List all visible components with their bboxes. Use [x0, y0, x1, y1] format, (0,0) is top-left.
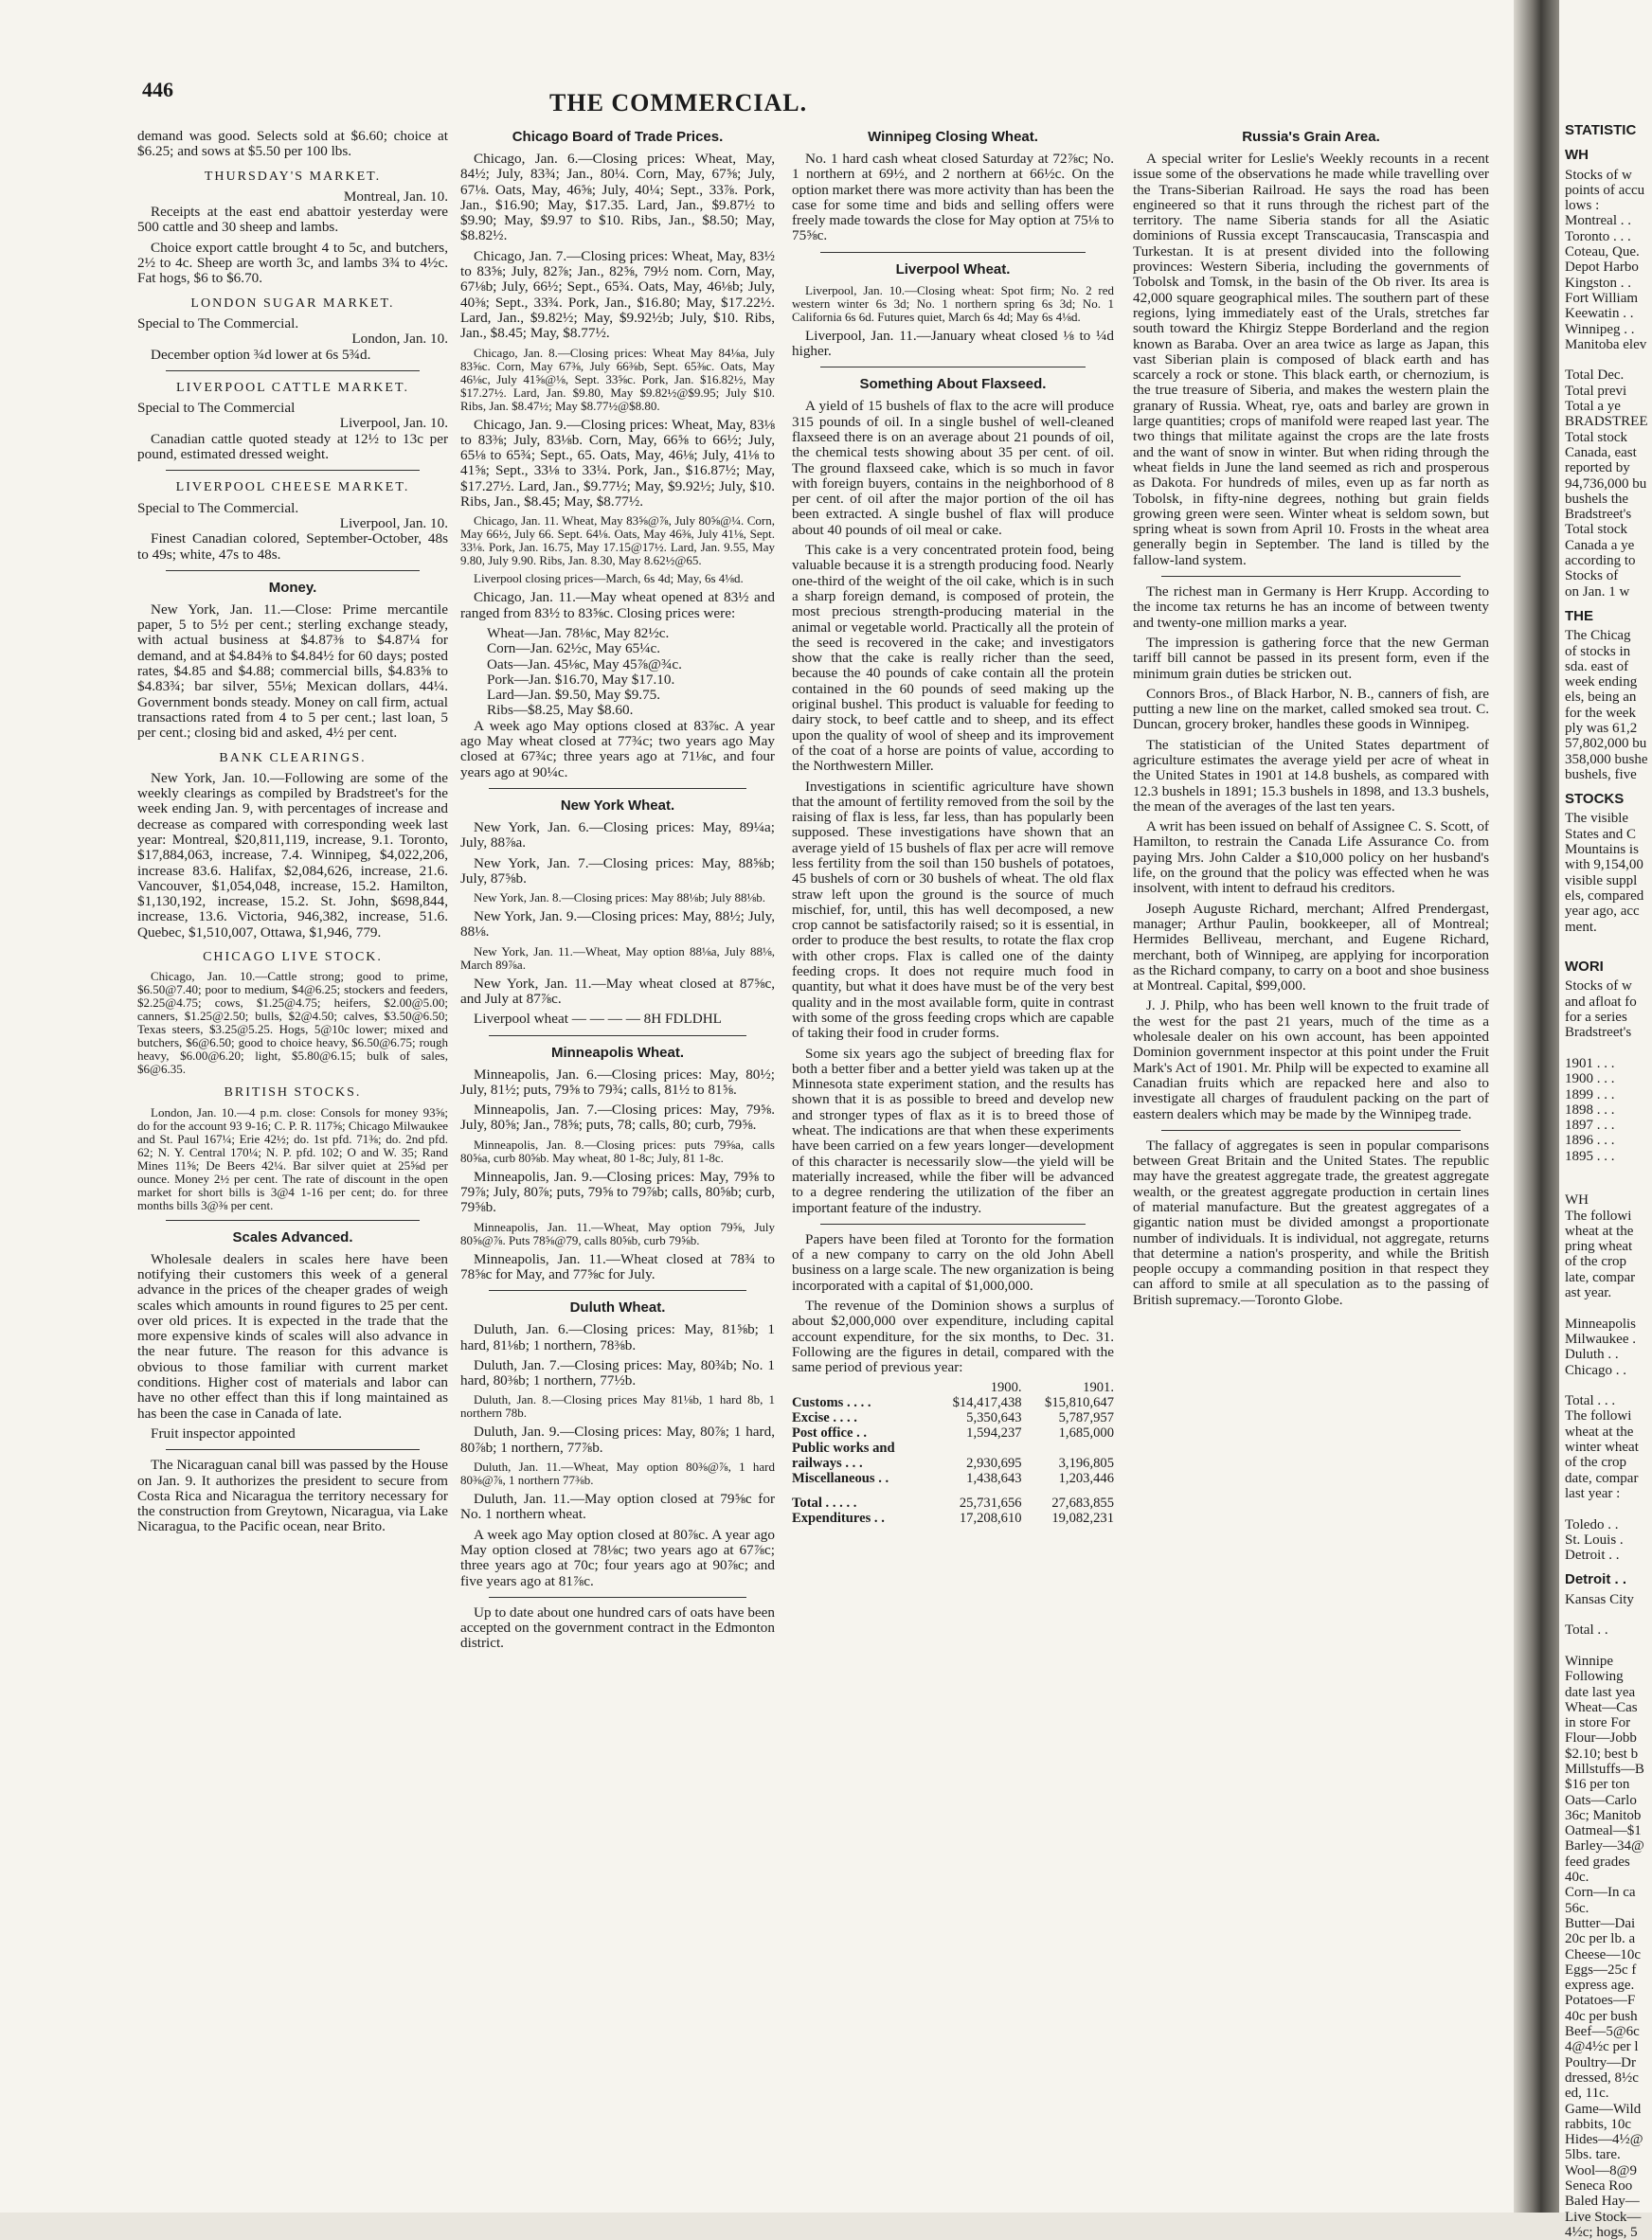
dateline: Montreal, Jan. 10.: [343, 188, 448, 205]
facing-page-line: according to: [1565, 553, 1636, 569]
row-label: Excise . . . .: [792, 1410, 857, 1426]
facing-page-line: Winnipeg . .: [1565, 321, 1635, 337]
table-cell: 1,438,643: [966, 1471, 1022, 1487]
table-cell: [1022, 1441, 1114, 1456]
article-heading: BANK CLEARINGS.: [219, 750, 367, 765]
divider: [166, 470, 420, 471]
price-line: Ribs—$8.25, May $8.60.: [487, 702, 634, 719]
facing-page-line: Manitoba elev: [1565, 336, 1647, 352]
divider: [1161, 576, 1461, 577]
facing-page-line: The visible: [1565, 811, 1629, 827]
table-cell: 1,594,237: [966, 1425, 1022, 1442]
facing-page-line: Montreal . .: [1565, 213, 1631, 229]
facing-page-line: [1565, 1501, 1652, 1516]
facing-page-line: Poultry—Dr: [1565, 2054, 1636, 2070]
facing-page-line: Eggs—25c f: [1565, 1962, 1637, 1978]
facing-page-line: Total previ: [1565, 383, 1627, 399]
facing-page-line: 57,802,000 bu: [1565, 736, 1647, 752]
divider: [166, 1449, 420, 1450]
table-header-row: [792, 1380, 1114, 1395]
article-text: Liverpool, Jan. 10.—Closing wheat: Spot firm; No. 2 red western winter 6s 3d; No. 1 northern spring 6s 3d; No. 1 California 6s 6d. Futures quiet, March 6s 4d; May 6s 4⅛d.: [792, 282, 1114, 324]
facing-page-line: wheat at the: [1565, 1424, 1634, 1440]
article-text: J. J. Philp, who has been well known to the fruit trade of the west for the past 21 years, much of the time as a wholesale dealer on his own account, has been appointed Dominion government inspector at this point under the Fruit Mark's Act of 1901. Mr. Philp will be expected to examine all Canadian fruits which are repacked here and also to investigate all charges of fraudulent packing on the part of eastern dealers which may be made by the Winnipeg trade.: [1133, 997, 1489, 1122]
facing-page-line: ply was 61,2: [1565, 720, 1638, 736]
article-text: Canadian cattle quoted steady at 12½ to 13c per pound, estimated dressed weight.: [137, 430, 448, 463]
table-row: [792, 1486, 1114, 1496]
table-cell: [929, 1486, 1021, 1496]
facing-page-line: Butter—Dai: [1565, 1915, 1636, 1931]
article-text: Duluth, Jan. 11.—May option closed at 79⅝c for No. 1 northern wheat.: [460, 1491, 775, 1523]
table-cell: 5,787,957: [1058, 1410, 1114, 1426]
facing-page-line: 40c.: [1565, 1870, 1589, 1886]
price-line: Oats—Jan. 45⅛c, May 45⅞@¾c.: [487, 655, 682, 672]
table-cell: 19,082,231: [1051, 1511, 1114, 1527]
article-heading: LIVERPOOL CATTLE MARKET.: [176, 380, 409, 395]
article-heading: Chicago Board of Trade Prices.: [512, 129, 724, 145]
article-text: Minneapolis, Jan. 8.—Closing prices: puts 79⅝a, calls 80⅝a, curb 80⅝b. May wheat, 80 1-8c; July, 81 1-8c.: [460, 1137, 775, 1165]
facing-page-line: visible suppl: [1565, 872, 1638, 888]
facing-page-line: Total stock: [1565, 429, 1628, 445]
article-heading: Scales Advanced.: [232, 1228, 353, 1245]
facing-page-line: THE: [1565, 607, 1593, 624]
facing-page-line: Kansas City: [1565, 1591, 1634, 1607]
article-text: Investigations in scientific agriculture have shown that the amount of fertility removed from the soil by the raising of flax is less, far less, than has popularly been supposed. These investigations have shown that an average yield of 15 bushels of flax per acre will remove less fertility from the soil than 150 bushels of potatoes, 45 bushels of corn or 30 bushels of wheat. The old flax straw left upon the ground is the source of much mischief, for, until, this has well decomposed, a new crop cannot be satisfactorily raised; so it is essential, in order to produce the best results, to rotate the flax crop with other crops. Flax is called one of the dainty feeding crops. It does not require much food in quantity, but what it does have must be of the very best quality and in the most available form, quite in contrast with some of the gross feeding crops which are capable of taking their food in cruder forms.: [792, 778, 1114, 1042]
dateline: London, Jan. 10.: [351, 331, 448, 348]
article-text: Duluth, Jan. 6.—Closing prices: May, 81⅝b; 1 hard, 81⅛b; 1 northern, 78⅜b.: [460, 1321, 775, 1353]
article-text: Joseph Auguste Richard, merchant; Alfred Prendergast, manager; Arthur Paulin, bookkeeper, all of Montreal; Hermides Belliveau, merchant, and Eugene Richard, merchant, both of Winnipeg, are applying for incorporation as the Richard company, to carry on a boot and shoe business at Montreal. Capital, $99,000.: [1133, 900, 1489, 995]
facing-page-line: Game—Wild: [1565, 2101, 1642, 2117]
divider: [489, 788, 746, 789]
facing-page-line: Mountains is: [1565, 842, 1639, 858]
facing-page-line: week ending: [1565, 674, 1638, 690]
facing-page-line: Total a ye: [1565, 399, 1621, 415]
row-label: Post office . .: [792, 1425, 868, 1442]
article-heading: Money.: [268, 579, 317, 596]
divider: [166, 570, 420, 571]
article-text: No. 1 hard cash wheat closed Saturday at 72⅞c; No. 1 northern at 69½, and 2 northern at 66½c. On the option market there was more activity than has been the case for some time and bids and selling offers were freely made towards the close for May option at 75⅛ to 75⅝c.: [792, 151, 1114, 244]
article-heading: BRITISH STOCKS.: [224, 1085, 362, 1101]
facing-page-line: Toledo . .: [1565, 1516, 1619, 1532]
facing-page-line: Keewatin . .: [1565, 306, 1634, 322]
special-note: Special to The Commercial.: [137, 499, 299, 516]
article-text: A week ago May options closed at 83⅞c. A year ago May wheat closed at 77¾c; two years ago May closed at 67¾c; three years ago at 71⅛c, and four years ago at 90¼c.: [460, 717, 775, 780]
row-label: Customs . . . .: [792, 1395, 871, 1411]
facing-page-line: 1895 . . .: [1565, 1148, 1615, 1164]
article-text: New York, Jan. 11.—Wheat, May option 88⅛a, July 88⅛, March 89⅞a.: [460, 943, 775, 972]
facing-page-line: 20c per lb. a: [1565, 1931, 1636, 1947]
article-text: A yield of 15 bushels of flax to the acre will produce 315 pounds of oil. In a single bushel of well-cleaned flaxseed there is on an average about 21 pounds of oil, the chemical tests showing about 35 per cent. of oil. The ground flaxseed cake, which is so much in favor with foreign buyers, contains in the neighborhood of 8 per cent. of oil after the major portion of the oil has been extracted. A single bushel of flax will produce about 40 pounds of oil meal or cake.: [792, 398, 1114, 538]
row-label: Total . . . . .: [792, 1496, 857, 1512]
table-cell: 25,731,656: [959, 1496, 1022, 1512]
facing-page-line: on Jan. 1 w: [1565, 583, 1630, 600]
facing-page-line: 1900 . . .: [1565, 1071, 1615, 1087]
price-line: Pork—Jan. $16.70, May $17.10.: [487, 671, 675, 688]
table-row: [792, 1496, 1114, 1511]
facing-page-line: Baled Hay—: [1565, 2194, 1640, 2210]
facing-page-line: Canada a ye: [1565, 537, 1635, 553]
facing-page-line: last year :: [1565, 1485, 1621, 1501]
facing-page-line: Live Stock—: [1565, 2209, 1642, 2225]
article-text: Minneapolis, Jan. 9.—Closing prices: May, 79⅝ to 79⅞; July, 80⅞; puts, 79⅝ to 79⅞b; calls, 80⅝b; curb, 79⅝b.: [460, 1168, 775, 1216]
facing-page-line: [1565, 935, 1652, 950]
facing-page-line: rabbits, 10c: [1565, 2116, 1631, 2132]
facing-page-line: Wool—8@9: [1565, 2162, 1637, 2178]
row-label: Expenditures . .: [792, 1511, 885, 1527]
article-text: Chicago, Jan. 9.—Closing prices: Wheat, May, 83⅛ to 83⅜; July, 83⅛b. Corn, May, 66⅝ to 66½; July, 65⅛ to 65¾; Sept., 65. Oats, May, 46⅛; July, 41⅛ to 41⅝; Sept., 33⅛ to 33¼. Pork, Jan., $16.87½; May, $17.27½. Lard, Jan., $9.77½; May, $9.92½; July, $10. Ribs, Jan., $8.45; May, $8.77½.: [460, 416, 775, 511]
facing-page-line: Depot Harbo: [1565, 260, 1639, 276]
article-text: This cake is a very concentrated protein food, being valuable because it is a strength producing food. Nearly one-third of the weight of the oil cake, which is in such a sharp foreign demand, is composed of protein, the most precious strength-producing material in the animal or vegetable world. Practically all the protein of the seed is recovered in the cake; and investigators show that the cake is really richer than the seed, because the 40 pounds of cake contain all the protein contained in the 60 pounds of seed making up the original bushel. This product is valuable for feeding to dairy stock, to beef cattle and to sheep, and its effect upon the quality of wool of sheep and its improvement of the coat of a horse are points of value, according to the Northwestern Miller.: [792, 542, 1114, 775]
facing-page-line: points of accu: [1565, 182, 1645, 198]
table-row: [792, 1410, 1114, 1425]
article-heading: Duluth Wheat.: [569, 1299, 666, 1317]
facing-page-line: in store For: [1565, 1715, 1631, 1731]
article-text: Liverpool closing prices—March, 6s 4d; May, 6s 4⅛d.: [474, 571, 744, 586]
article-text: London, Jan. 10.—4 p.m. close: Consols for money 93⅝; do for the account 93 9-16; C. P. R. 117⅝; Chicago Milwaukee and St. Paul 167¼; Erie 42½; do. 1st pfd. 71⅜; do. 2nd pfd. 62; N. Y. Central 170¼; N. P. pfd. 102; O and W. 35; Rand Mines 11⅝; De Beers 42¼. Bar silver quiet at 25⅝d per ounce. Money 2½ per cent. The rate of discount in the open market for short bills is 3@4 1-16 per cent; do. for three months bills 3@⅜ per cent.: [137, 1104, 448, 1212]
table-row: [792, 1395, 1114, 1410]
revenue-table: [792, 1380, 1114, 1526]
price-line: Corn—Jan. 62½c, May 65¼c.: [487, 640, 661, 657]
facing-page-line: The followi: [1565, 1208, 1632, 1224]
article-text: New York, Jan. 11.—Close: Prime mercantile paper, 5 to 5½ per cent.; sterling exchange steady, with actual business at $4.87⅜ to $4.87¼ for demand, and at $4.84⅜ to $4.84½ for 60 days; posted rates, $4.85 and $4.88; commercial bills, $4.83⅝ to $4.83¾; bar silver, 55⅛; Mexican dollars, 44¼. Government bonds steady. Money on call firm, actual transactions rated from 4 to 5 per cent.; last loan, 5 per cent.; closing bid and asked, 4½ per cent.: [137, 600, 448, 742]
facing-page-line: reported by: [1565, 460, 1630, 476]
facing-page-line: Detroit . .: [1565, 1548, 1620, 1564]
article-text: Chicago, Jan. 10.—Cattle strong; good to prime, $6.50@7.40; poor to medium, $4@6.25; stockers and feeders, $2.25@4.75; cows, $1.25@4.75; heifers, $2.00@5.00; canners, $1.25@2.50; bulls, $2@4.50; calves, $3.50@6.50; Texas steers, $3.25@5.25. Hogs, 5@10c lower; mixed and butchers, $6@6.50; good to choice heavy, $6.50@6.75; rough heavy, $6.00@6.20; light, $5.80@6.15; bulk of sales, $6@6.35.: [137, 969, 448, 1077]
facing-page-line: Stocks of: [1565, 568, 1619, 584]
facing-page-line: Bradstreet's: [1565, 507, 1632, 523]
column-1: [137, 129, 448, 2194]
facing-page-line: wheat at the: [1565, 1223, 1634, 1239]
facing-page-line: 4@4½c per l: [1565, 2039, 1639, 2055]
special-note: Special to The Commercial: [137, 400, 296, 417]
facing-page-line: ment.: [1565, 919, 1597, 935]
facing-page-line: Oatmeal—$1: [1565, 1823, 1642, 1839]
facing-page-line: Detroit . .: [1565, 1571, 1627, 1588]
article-text: Duluth, Jan. 8.—Closing prices May 81⅛b, 1 hard 8b, 1 northern 78b.: [460, 1392, 775, 1421]
facing-page-line: 358,000 bushe: [1565, 751, 1648, 767]
facing-page-line: of stocks in: [1565, 643, 1631, 659]
facing-page-line: Total . .: [1565, 1622, 1608, 1639]
facing-page-line: Oats—Carlo: [1565, 1792, 1637, 1808]
facing-page-line: STATISTIC: [1565, 122, 1637, 138]
facing-page-line: WORI: [1565, 959, 1604, 976]
facing-page-line: 1896 . . .: [1565, 1133, 1615, 1149]
table-cell: $14,417,438: [952, 1395, 1022, 1411]
facing-page-line: late, compar: [1565, 1269, 1636, 1285]
table-row: [792, 1511, 1114, 1526]
facing-page-line: St. Louis .: [1565, 1532, 1624, 1548]
facing-page-line: [1565, 1639, 1652, 1654]
article-text: The revenue of the Dominion shows a surplus of about $2,000,000 over expenditure, including capital account expenditure, for the six months, to Dec. 31. Following are the figures in detail, compared with the same period of previous year:: [792, 1298, 1114, 1376]
facing-page-line: 1897 . . .: [1565, 1118, 1615, 1134]
article-text: New York, Jan. 11.—May wheat closed at 87⅝c, and July at 87⅞c.: [460, 975, 775, 1007]
masthead: THE COMMERCIAL.: [549, 89, 808, 116]
facing-page-line: els, being an: [1565, 690, 1637, 706]
facing-page-line: and afloat fo: [1565, 994, 1637, 1010]
facing-page-line: lows :: [1565, 198, 1600, 214]
table-cell: [929, 1441, 1021, 1456]
facing-page-line: ed, 11c.: [1565, 2086, 1609, 2102]
article-heading: CHICAGO LIVE STOCK.: [203, 950, 383, 965]
table-cell: $15,810,647: [1045, 1395, 1114, 1411]
facing-page-line: date, compar: [1565, 1470, 1639, 1486]
article-text: Finest Canadian colored, September-October, 48s to 49s; white, 47s to 48s.: [137, 530, 448, 563]
facing-page-line: Total . . .: [1565, 1393, 1616, 1409]
article-text: A week ago May option closed at 80⅞c. A year ago May option closed at 78⅛c; two years ago at 67⅞c; three years ago at 70c; four years ago at 90⅞c; and five years ago at 81⅞c.: [460, 1526, 775, 1589]
facing-page-line: year ago, acc: [1565, 904, 1640, 920]
facing-page-line: Kingston . .: [1565, 275, 1632, 291]
article-text: Minneapolis, Jan. 11.—Wheat closed at 78¾ to 78⅝c for May, and 77⅝c for July.: [460, 1250, 775, 1282]
facing-page-line: pring wheat: [1565, 1239, 1633, 1255]
article-heading: Russia's Grain Area.: [1242, 129, 1380, 145]
article-heading: Liverpool Wheat.: [895, 260, 1011, 278]
column-2: [460, 129, 775, 2194]
article-text: Duluth, Jan. 9.—Closing prices: May, 80⅞; 1 hard, 80⅞b; 1 northern, 77⅞b.: [460, 1424, 775, 1456]
facing-page-line: 4½c; hogs, 5: [1565, 2224, 1638, 2240]
facing-page-line: [1565, 1041, 1652, 1056]
article-text: New York, Jan. 7.—Closing prices: May, 88⅝b; July, 87⅝b.: [460, 854, 775, 887]
facing-page-line: 1898 . . .: [1565, 1102, 1615, 1118]
facing-page-line: of the crop: [1565, 1455, 1626, 1471]
facing-page-line: Bradstreet's: [1565, 1025, 1632, 1041]
article-text: Fruit inspector appointed: [151, 1425, 296, 1442]
facing-page-line: Potatoes—F: [1565, 1993, 1636, 2009]
facing-page-line: 1899 . . .: [1565, 1086, 1615, 1102]
article-heading: LONDON SUGAR MARKET.: [190, 296, 395, 311]
facing-page-line: 1901 . . .: [1565, 1055, 1615, 1071]
article-text: New York, Jan. 10.—Following are some of the weekly clearings as compiled by Bradstreet's for the week ending Jan. 9, with percentages of increase and decrease as compared with corresponding week last year: Montreal, $20,811,119, increase, 9.1. Toronto, $17,884,063, increase, 7.4. Winnipeg, $4,022,206, increase 83.6. Halifax, $2,084,626, increase, 21.6. Vancouver, $1,054,048, increase, 15.2. Hamilton, $1,130,192, increase, 15.2. St. John, $698,844, increase, 13.6. Victoria, 946,382, increase, 51.6. Quebec, $1,510,007, Ottawa, $1,946, 779.: [137, 769, 448, 941]
facing-page-line: Stocks of w: [1565, 167, 1632, 183]
facing-page-line: bushels, five: [1565, 766, 1637, 782]
table-row: [792, 1441, 1114, 1456]
article-text: demand was good. Selects sold at $6.60; choice at $6.25; and sows at $5.50 per 100 lbs.: [137, 128, 448, 160]
facing-page-line: winter wheat: [1565, 1440, 1639, 1456]
facing-page-fragment: [1565, 114, 1652, 2240]
facing-page-line: ast year.: [1565, 1285, 1612, 1301]
facing-page-line: Minneapolis: [1565, 1316, 1636, 1332]
facing-page-line: feed grades: [1565, 1854, 1630, 1870]
facing-page-line: $16 per ton: [1565, 1777, 1630, 1793]
article-text: Chicago, Jan. 6.—Closing prices: Wheat, May, 84½; July, 83¾; Jan., 80¼. Corn, May, 67⅝; July, 67⅛. Oats, May, 46⅝; July, 40¼; Sept., 33⅞. Pork, Jan., $16.90; May, $17.35. Lard, Jan., $9.87½ to $9.90; May, $9.97 to $10. Ribs, Jan., $8.50; May, $8.82½.: [460, 151, 775, 244]
divider: [166, 1220, 420, 1221]
facing-page-line: Corn—In ca: [1565, 1885, 1636, 1901]
article-text: Chicago, Jan. 11.—May wheat opened at 83½ and ranged from 83½ to 83⅝c. Closing prices were:: [460, 589, 775, 621]
article-text: Minneapolis, Jan. 7.—Closing prices: May, 79⅝. July, 80⅝; Jan., 78⅝; puts, 78; calls, 80; curb, 79⅝.: [460, 1102, 775, 1134]
facing-page-line: Following: [1565, 1669, 1624, 1685]
column-header: 1900.: [990, 1380, 1022, 1396]
facing-page-line: [1565, 1300, 1652, 1316]
closing-prices: [460, 626, 775, 719]
divider: [489, 1290, 746, 1291]
facing-page-line: Seneca Roo: [1565, 2178, 1633, 2194]
facing-page-line: Coteau, Que.: [1565, 244, 1640, 260]
article-text: New York, Jan. 9.—Closing prices: May, 88½; July, 88⅛.: [460, 908, 775, 941]
divider: [820, 252, 1086, 253]
facing-page-line: Flour—Jobb: [1565, 1730, 1637, 1747]
article-text: Connors Bros., of Black Harbor, N. B., canners of fish, are putting a new line on the market, called smoked sea trout. C. Duncan, grocery broker, handles these goods in Winnipeg.: [1133, 685, 1489, 733]
special-note: Special to The Commercial.: [137, 314, 299, 332]
article-text: New York, Jan. 6.—Closing prices: May, 89¼a; July, 88⅞a.: [460, 818, 775, 851]
facing-page-line: of the crop: [1565, 1254, 1626, 1270]
article-text: Minneapolis, Jan. 6.—Closing prices: May, 80½; July, 81½; puts, 79⅝ to 79¾; calls, 81½ to 81⅝.: [460, 1066, 775, 1098]
article-text: New York, Jan. 8.—Closing prices: May 88⅛b; July 88⅛b.: [474, 890, 766, 905]
facing-page-line: WH: [1565, 147, 1589, 164]
facing-page-line: dressed, 8½c: [1565, 2070, 1639, 2086]
facing-page-line: els, compared: [1565, 887, 1644, 904]
table-cell: 5,350,643: [966, 1410, 1022, 1426]
table-row: [792, 1471, 1114, 1486]
facing-page-line: 5lbs. tare.: [1565, 2147, 1621, 2163]
column-4: [1133, 129, 1489, 2194]
facing-page-line: Milwaukee .: [1565, 1331, 1636, 1347]
article-heading: Winnipeg Closing Wheat.: [868, 129, 1038, 145]
facing-page-line: Wheat—Cas: [1565, 1699, 1638, 1715]
table-cell: 27,683,855: [1051, 1496, 1114, 1512]
divider: [1161, 1130, 1461, 1131]
article-text: The impression is gathering force that the new German tariff bill cannot be passed in its present form, even if the minimum grain duties be stricken out.: [1133, 634, 1489, 682]
price-line: Lard—Jan. $9.50, May $9.75.: [487, 687, 661, 704]
binding-gutter: [1514, 0, 1559, 2213]
row-label: Public works and: [792, 1441, 895, 1457]
article-text: The Nicaraguan canal bill was passed by the House on Jan. 9. It authorizes the president to secure from Costa Rica and Nicaragua the territory necessary for the construction from Greytown, Nicaragua, via Lake Nicaragua, to the Pacific ocean, near Brito.: [137, 1457, 448, 1535]
facing-page-line: 56c.: [1565, 1900, 1589, 1916]
divider: [166, 370, 420, 371]
article-text: Some six years ago the subject of breeding flax for both a better fiber and a better yield was taken up at the Minnesota state experiment station, and the results has shown that it is as possible to breed and develop new and stronger types of flax as it is to breed those of wheat. The indications are that when these experiments have been carried on a few years longer—development of this character is necessarily slow—the yield will be materially increased, while the fiber will be advanced to a degree rendering the utilization of the fiber an important feature of the industry.: [792, 1045, 1114, 1216]
page-number: 446: [142, 78, 173, 101]
article-heading: Minneapolis Wheat.: [550, 1044, 684, 1061]
facing-page-line: [1565, 352, 1652, 367]
article-text: Papers have been filed at Toronto for the formation of a new company to carry on the old John Abell business on a large scale. The new organization is being incorporated with a capital of $1,000,000.: [792, 1230, 1114, 1294]
facing-page-line: The followi: [1565, 1408, 1632, 1425]
facing-page-line: $2.10; best b: [1565, 1746, 1639, 1762]
table-row: [792, 1456, 1114, 1471]
article-text: Up to date about one hundred cars of oats have been accepted on the government contract in the Edmonton district.: [460, 1604, 775, 1652]
facing-page-line: Barley—34@: [1565, 1838, 1644, 1855]
facing-page-line: States and C: [1565, 826, 1636, 842]
facing-page-line: BRADSTREE: [1565, 414, 1648, 430]
row-label: Miscellaneous . .: [792, 1471, 889, 1487]
article-text: Liverpool wheat — — — — 8H FDLDHL: [474, 1011, 722, 1028]
facing-page-line: Beef—5@6c: [1565, 2024, 1640, 2040]
table-row: [792, 1425, 1114, 1441]
price-line: Wheat—Jan. 78⅛c, May 82½c.: [487, 624, 670, 641]
table-cell: [1022, 1486, 1114, 1496]
facing-page-line: Cheese—10c: [1565, 1946, 1641, 1962]
facing-page-line: for the week: [1565, 705, 1636, 721]
dateline: Liverpool, Jan. 10.: [339, 514, 448, 531]
table-cell: 1,203,446: [1058, 1471, 1114, 1487]
article-text: Wholesale dealers in scales here have been notifying their customers this week of a general advance in the prices of the cheaper grades of weigh scales which amounts in round figures to 25 per cent. over old prices. It is expected in the trade that the more expensive kinds of scales will also advance in the near future. The reason for this advance is obvious to those familiar with current market conditions. Higher cost of materials and labor can have no other effect than this if long maintained as has been the case in Canada of late.: [137, 1250, 448, 1422]
article-text: A special writer for Leslie's Weekly recounts in a recent issue some of the observations he made while travelling over the Trans-Siberian Railroad. He says the road has been engineered so that it runs through the richest part of the territory. The name Siberia stands for all the Asiatic dominions of Russia except Transcaucasia, Transcaspia and Turkestan. It is at present divided into the following provinces: Western Siberia, including the governments of Tobolsk and Tomsk, in the basin of the Ob river. Its area is 42,000 square geographical miles. The southern part of these regions, lying immediately east of the Urals, stretches far south toward the Khirgiz Steppe Borderland and the region known as Baraba. Over an area twice as large as Japan, this vast Siberian plain is composed of black earth and has scarcely a rock or stone. This black earth, or chernozium, is the true treasure of Siberia, and makes the western plain the granary of Russia. Wheat, rye, oats and barley are grown in large quantities; crops of manifold were reaped last year. The two things that militate against the crops are the late frosts and the want of snow in winter. But when riding through the wheat fields in June the land seemed as rich and prosperous as Dakota. For hundreds of miles, even up as far north as Tobolsk, in fifty-nine degrees, nothing but grain fields growing green were seen. Winter wheat is seldom sown, but spring wheat is sown from April 10. Frosts in the wheat area generally begin in September. The land is tilled by the fallow-land system.: [1133, 151, 1489, 568]
divider: [489, 1597, 746, 1598]
table-cell: 2,930,695: [966, 1456, 1022, 1472]
facing-page-line: 40c per bush: [1565, 2008, 1638, 2024]
article-heading: Something About Flaxseed.: [859, 376, 1047, 393]
table-cell: 1,685,000: [1058, 1425, 1114, 1442]
facing-page-line: [1565, 1607, 1652, 1622]
divider: [489, 1035, 746, 1036]
article-text: The richest man in Germany is Herr Krupp. According to the income tax returns he has an income of between twenty and twenty-one million marks a year.: [1133, 583, 1489, 631]
facing-page-line: [1565, 1378, 1652, 1393]
article-text: The fallacy of aggregates is seen in popular comparisons between Great Britain and the United States. The republic may have the greatest aggregate trade, the greatest aggregate wealth, or the greatest aggregate production in certain lines of material manufacture. But the greatest aggregates of a gigantic nation must be divided amongst a proportionate number of individuals. It is individual, not aggregate, returns that determine a nation's prosperity, and while the British people occupy a commanding position in that respect they can afford to smile at all speculation as to the passing of British supremacy.—Toronto Globe.: [1133, 1137, 1489, 1308]
article-heading: THURSDAY'S MARKET.: [204, 169, 382, 184]
row-label: railways . . .: [792, 1456, 863, 1472]
facing-page-line: date last yea: [1565, 1684, 1636, 1700]
facing-page-line: [1565, 1174, 1652, 1189]
facing-page-line: Total Dec.: [1565, 367, 1625, 384]
table-cell: 17,208,610: [959, 1511, 1022, 1527]
facing-page-line: 94,736,000 bu: [1565, 475, 1647, 492]
article-text: December option ¾d lower at 6s 5¾d.: [151, 346, 371, 363]
facing-page-line: Millstuffs—B: [1565, 1761, 1644, 1777]
facing-page-line: Hides—4½@: [1565, 2132, 1643, 2148]
article-text: Choice export cattle brought 4 to 5c, and butchers, 2½ to 4c. Sheep are worth 3c, and lambs 3¾ to 4½c. Fat hogs, $6 to $6.70.: [137, 239, 448, 287]
article-text: A writ has been issued on behalf of Assignee C. S. Scott, of Hamilton, to restrain the Canada Life Assurance Co. from paying Mrs. John Calder a $10,000 policy on her husband's life, on the ground that the policy was effected when he was insolvent, with intent to defraud his creditors.: [1133, 818, 1489, 897]
article-text: Duluth, Jan. 7.—Closing prices: May, 80¾b; No. 1 hard, 80⅜b; 1 northern, 77½b.: [460, 1356, 775, 1389]
article-heading: New York Wheat.: [560, 797, 675, 814]
facing-page-line: Chicago . .: [1565, 1362, 1626, 1378]
facing-page-line: bushels the: [1565, 491, 1629, 507]
article-heading: LIVERPOOL CHEESE MARKET.: [175, 480, 410, 495]
dateline: Liverpool, Jan. 10.: [339, 415, 448, 432]
article-text: Minneapolis, Jan. 11.—Wheat, May option 79⅝, July 80⅝@⅞. Puts 78⅝@79, calls 80⅝b, curb 79⅝b.: [460, 1219, 775, 1247]
facing-page-line: The Chicag: [1565, 628, 1631, 644]
article-text: Duluth, Jan. 11.—Wheat, May option 80⅜@⅞, 1 hard 80⅜@⅞, 1 northern 77⅜b.: [460, 1460, 775, 1488]
facing-page-line: Canada, east: [1565, 444, 1637, 460]
table-cell: 3,196,805: [1058, 1456, 1114, 1472]
facing-page-line: 36c; Manitob: [1565, 1807, 1642, 1823]
article-text: Liverpool, Jan. 11.—January wheat closed ⅛ to ¼d higher.: [792, 327, 1114, 360]
facing-page-line: STOCKS: [1565, 791, 1625, 808]
divider: [820, 1224, 1086, 1225]
facing-page-line: WH: [1565, 1192, 1589, 1209]
row-label: [792, 1486, 929, 1496]
column-header: 1901.: [1083, 1380, 1114, 1396]
column-3: [792, 129, 1114, 2194]
article-text: Chicago, Jan. 7.—Closing prices: Wheat, May, 83½ to 83⅝; July, 82⅞; Jan., 82⅝, 79½ nom. Corn, May, 67⅛b; July, 66½; Sept., 65¾. Oats, May, 46⅛b; July, 40⅜; Sept., 33¾. Pork, Jan., $16.80; May, $17.22½. Lard, Jan., $9.82½; May, $9.92½b; July, $10. Ribs, Jan., $8.45; May, $8.77½.: [460, 247, 775, 342]
facing-page-line: express age.: [1565, 1978, 1635, 1994]
facing-page-line: for a series: [1565, 1010, 1627, 1026]
facing-page-line: Duluth . .: [1565, 1347, 1619, 1363]
facing-page-line: Fort William: [1565, 290, 1639, 306]
facing-page-line: Winnipe: [1565, 1653, 1614, 1669]
facing-page-line: with 9,154,00: [1565, 857, 1643, 873]
article-text: Receipts at the east end abattoir yesterday were 500 cattle and 30 sheep and lambs.: [137, 204, 448, 236]
article-text: The statistician of the United States department of agriculture estimates the average yield per acre of wheat in the United States in 1901 at 14.8 bushels, as compared with 12.3 bushels in 1891; 15.3 bushels in 1898, and 13.3 bushels, the mean of the averages of the last ten years.: [1133, 736, 1489, 815]
facing-page-line: Toronto . . .: [1565, 228, 1631, 244]
facing-page-line: Stocks of w: [1565, 978, 1632, 995]
article-text: Chicago, Jan. 11. Wheat, May 83⅝@⅞, July 80⅝@¼. Corn, May 66½, July 66. Sept. 64⅛. Oats, May 46⅜, July 41⅛, Sept. 33⅛. Pork, Jan. 16.75, May 17.15@17½. Lard, Jan. 9.55, May 9.80, July 9.90. Ribs, Jan. 8.30, May 8.62½@65.: [460, 513, 775, 568]
facing-page-line: Total stock: [1565, 522, 1628, 538]
facing-page-line: sda. east of: [1565, 658, 1629, 674]
article-text: Chicago, Jan. 8.—Closing prices: Wheat May 84⅛a, July 83⅝c. Corn, May 67⅜, July 66⅜b, Sept. 65⅜c. Oats, May 46⅛c, July 41⅝@⅛, Sept. 33⅝c. Pork, Jan. $16.82½, May $17.27½. Lard, Jan. $9.80, May $9.82½@$9.95; July $10. Ribs, Jan. $8.47½; May $8.77½@$8.80.: [460, 345, 775, 413]
